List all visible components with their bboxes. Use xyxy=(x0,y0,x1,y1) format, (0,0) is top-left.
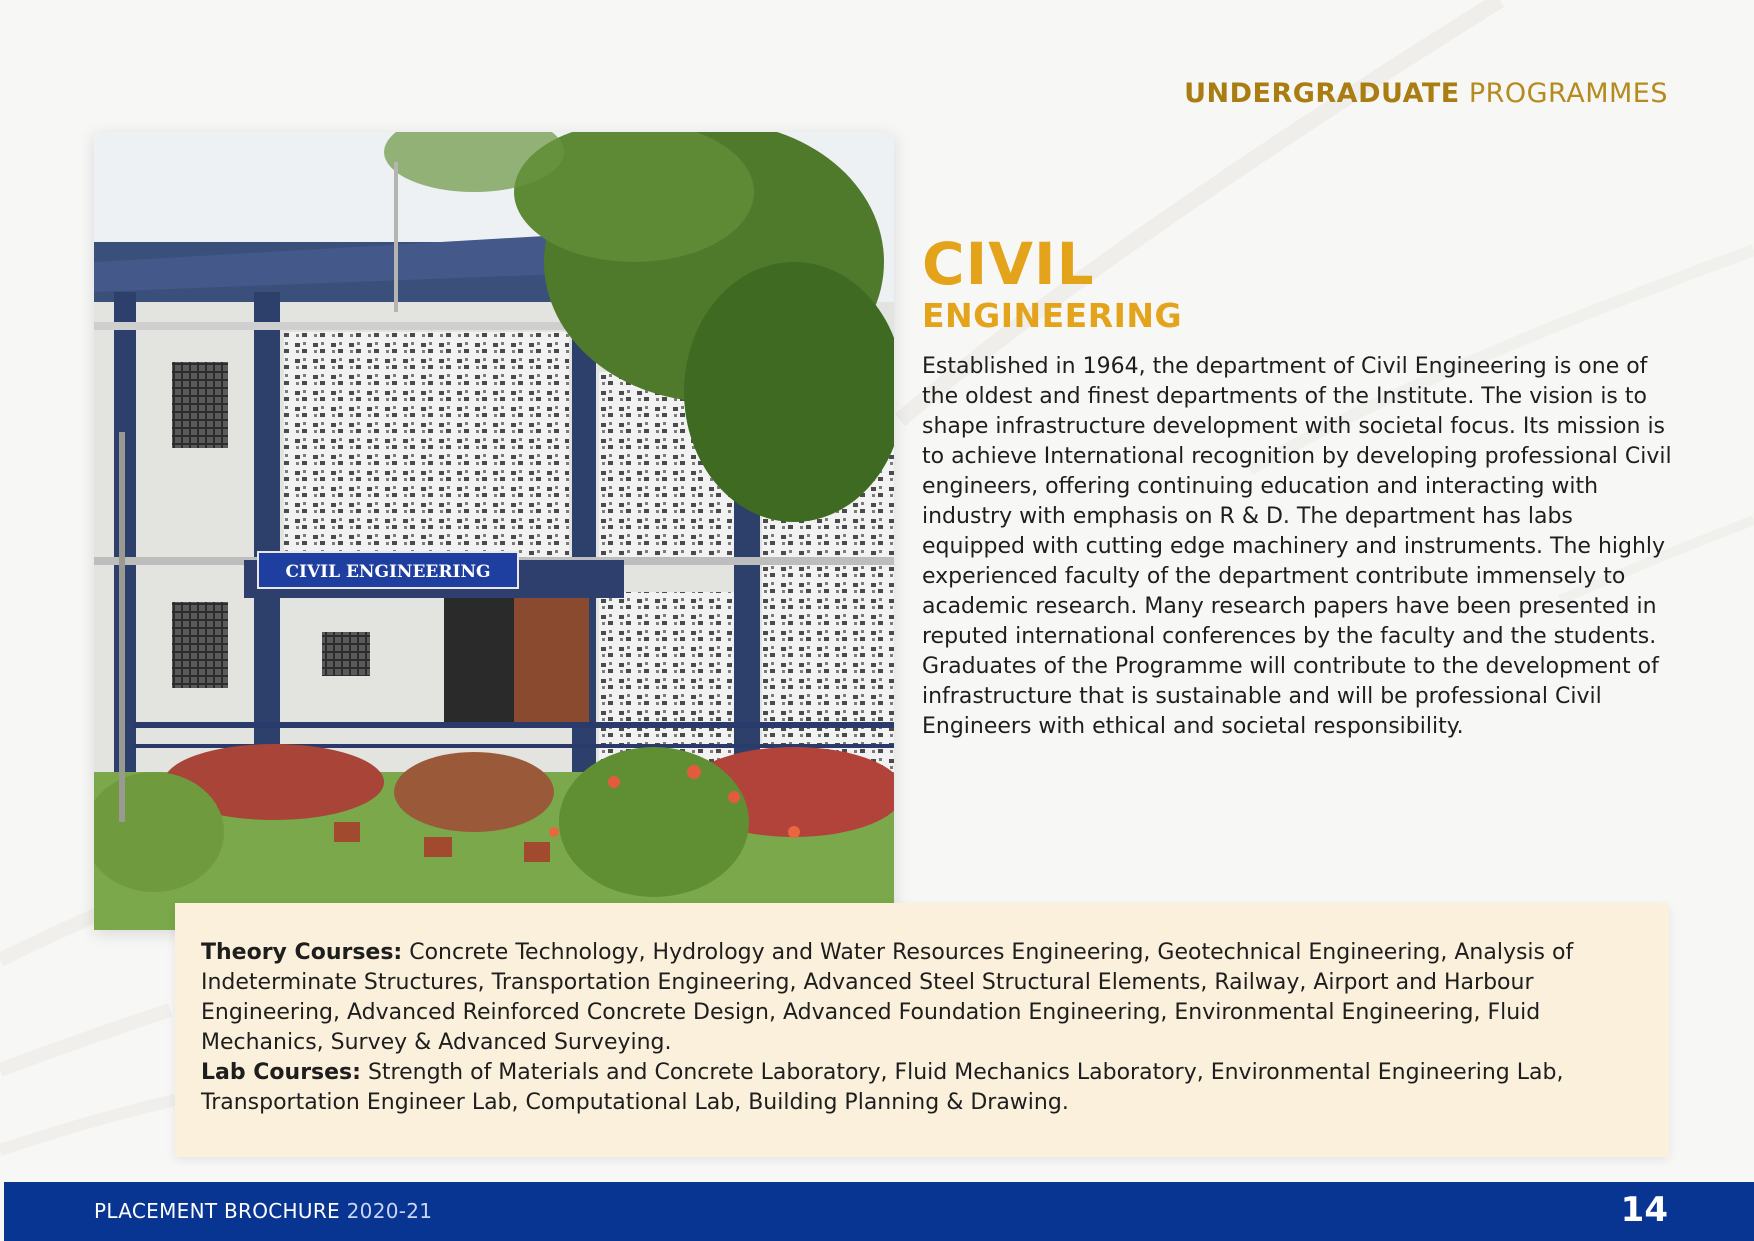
lab-courses xyxy=(201,1058,1643,1118)
page-number: 14 xyxy=(1620,1190,1668,1230)
title-line-civil: CIVIL xyxy=(922,230,1095,298)
description-paragraph: Graduates of the Programme will contribute to the development of infrastructure that is sustainable and will be professional Civil Engineers with ethical and societal responsibility. xyxy=(922,654,1659,739)
theory-courses-label: Theory Courses: xyxy=(201,940,403,965)
brochure-label: PLACEMENT BROCHURE xyxy=(94,1199,340,1223)
footer-bar xyxy=(4,1182,1754,1241)
section-header-strong: UNDERGRADUATE xyxy=(1184,78,1460,109)
lab-courses-label: Lab Courses: xyxy=(201,1060,361,1085)
section-header-rest: PROGRAMMES xyxy=(1468,78,1668,109)
theory-courses xyxy=(201,938,1643,1058)
brochure-year: 2020-21 xyxy=(346,1199,433,1223)
footer-brochure-title xyxy=(94,1199,432,1223)
description-paragraph: Established in 1964, the department of Civil Engineering is one of the oldest and finest departments of the Institute. The vision is to shape infrastructure development with societal focus. Its mission is to achieve International recognition by developing professional Civil engineers, offering continuing education and interacting with industry with emphasis on R & D. The department has labs equipped with cutting edge machinery and instruments. The highly experienced faculty of the department contribute immensely to academic research. Many research papers have been presented in reputed international conferences by the faculty and the students. xyxy=(922,354,1672,649)
theory-courses-text: Concrete Technology, Hydrology and Water Resources Engineering, Geotechnical Engineering, Analysis of Indeterminate Structures, Transportation Engineering, Advanced Steel Structural Elements, Railway, Airport and Harbour Engineering, Advanced Reinforced Concrete Design, Advanced Foundation Engineering, Environmental Engineering, Fluid Mechanics, Survey & Advanced Surveying. xyxy=(201,940,1574,1055)
department-description xyxy=(922,352,1674,742)
department-title xyxy=(922,232,1182,336)
department-building-photo xyxy=(94,132,894,930)
lab-courses-text: Strength of Materials and Concrete Laboratory, Fluid Mechanics Laboratory, Environmental Engineering Lab, Transportation Engineer Lab, Computational Lab, Building Planning & Drawing. xyxy=(201,1060,1564,1115)
building-illustration xyxy=(94,132,894,930)
building-sign-text: CIVIL ENGINEERING xyxy=(285,562,491,582)
title-line-engineering: ENGINEERING xyxy=(922,296,1183,335)
section-header xyxy=(1184,78,1668,109)
courses-box xyxy=(175,903,1669,1157)
